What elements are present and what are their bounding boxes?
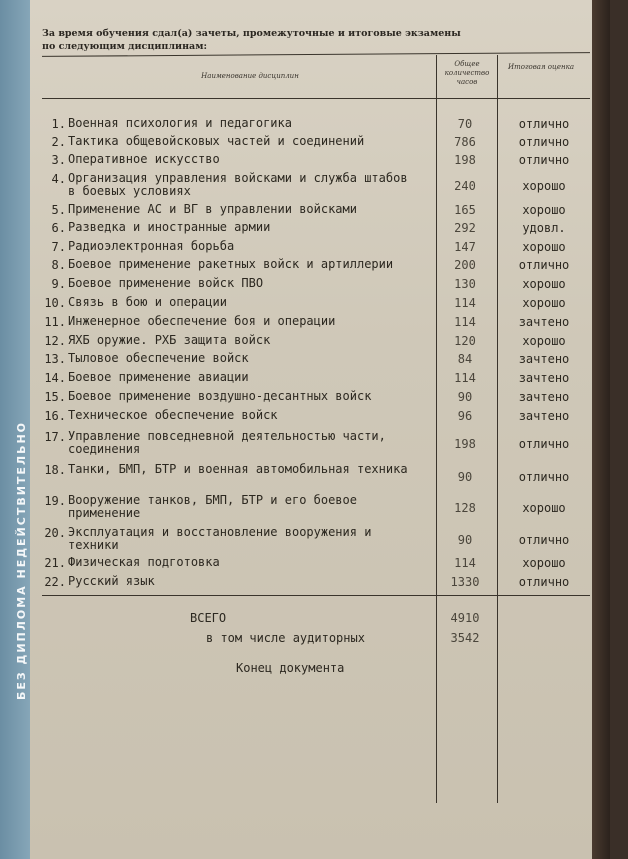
row-number: 1. xyxy=(51,117,66,131)
discipline-name: Инженерное обеспечение боя и операции xyxy=(68,314,336,328)
total-hours: 4910 xyxy=(450,611,480,625)
row-number: 11. xyxy=(44,315,66,329)
discipline-name: ЯХБ оружие. РХБ защита войск xyxy=(68,333,271,347)
discipline-grade: зачтено xyxy=(518,390,570,404)
row-number: 18. xyxy=(44,463,66,477)
discipline-grade: отлично xyxy=(518,135,570,149)
total-label: ВСЕГО xyxy=(190,611,227,625)
discipline-name: Тактика общевойсковых частей и соединений xyxy=(68,134,365,148)
discipline-grade: хорошо xyxy=(522,501,566,515)
discipline-hours: 70 xyxy=(457,117,473,131)
row-number: 17. xyxy=(44,430,66,444)
discipline-grade: хорошо xyxy=(522,240,566,254)
discipline-hours: 114 xyxy=(454,296,476,310)
row-number: 15. xyxy=(44,390,66,404)
discipline-grade: хорошо xyxy=(522,179,566,193)
discipline-hours: 128 xyxy=(454,501,476,515)
discipline-name: Боевое применение воздушно-десантных войск xyxy=(68,389,372,403)
discipline-grade: хорошо xyxy=(522,277,566,291)
discipline-grade: хорошо xyxy=(522,203,566,217)
auditory-label: в том числе аудиторных xyxy=(206,631,365,645)
discipline-hours: 120 xyxy=(454,334,476,348)
spine-strip xyxy=(0,0,30,859)
discipline-grade: хорошо xyxy=(522,334,566,348)
table-header-border xyxy=(42,98,590,99)
discipline-name: Управление повседневной деятельностью части, соединения xyxy=(68,429,386,456)
discipline-name: Связь в бою и операции xyxy=(68,295,227,309)
row-number: 8. xyxy=(51,258,66,272)
row-number: 12. xyxy=(44,334,66,348)
discipline-grade: зачтено xyxy=(518,409,570,423)
discipline-hours: 90 xyxy=(457,533,473,547)
discipline-name: Радиоэлектронная борьба xyxy=(68,239,235,253)
column-header-hours: Общее количество часов xyxy=(444,60,490,86)
discipline-hours: 114 xyxy=(454,315,476,329)
discipline-name: Танки, БМП, БТР и военная автомобильная техника xyxy=(68,462,408,476)
discipline-hours: 90 xyxy=(457,390,473,404)
discipline-hours: 84 xyxy=(457,352,473,366)
discipline-name: Боевое применение войск ПВО xyxy=(68,276,264,290)
auditory-hours: 3542 xyxy=(450,631,480,645)
row-number: 20. xyxy=(44,526,66,540)
discipline-hours: 198 xyxy=(454,437,476,451)
discipline-hours: 90 xyxy=(457,470,473,484)
table-top-border xyxy=(42,52,590,57)
intro-line-2: по следующим дисциплинам: xyxy=(42,41,207,52)
spine-label: БЕЗ ДИПЛОМА НЕДЕЙСТВИТЕЛЬНО xyxy=(15,420,28,700)
row-number: 4. xyxy=(51,172,66,186)
discipline-grade: отлично xyxy=(518,533,570,547)
page-edge xyxy=(592,0,610,859)
discipline-name: Разведка и иностранные армии xyxy=(68,220,271,234)
discipline-grade: зачтено xyxy=(518,371,570,385)
discipline-grade: удовл. xyxy=(522,221,566,235)
discipline-hours: 292 xyxy=(454,221,476,235)
table-total-border xyxy=(42,595,590,596)
discipline-name: Организация управления войсками и служба штабов в боевых условиях xyxy=(68,171,408,198)
row-number: 7. xyxy=(51,240,66,254)
row-number: 6. xyxy=(51,221,66,235)
discipline-grade: хорошо xyxy=(522,556,566,570)
discipline-name: Боевое применение ракетных войск и артиллерии xyxy=(68,257,394,271)
row-number: 16. xyxy=(44,409,66,423)
discipline-hours: 240 xyxy=(454,179,476,193)
discipline-hours: 147 xyxy=(454,240,476,254)
intro-line-1: За время обучения сдал(а) зачеты, промежуточные и итоговые экзамены xyxy=(42,28,461,39)
discipline-hours: 1330 xyxy=(450,575,480,589)
discipline-name: Оперативное искусство xyxy=(68,152,220,166)
discipline-grade: отлично xyxy=(518,470,570,484)
discipline-hours: 114 xyxy=(454,556,476,570)
discipline-hours: 786 xyxy=(454,135,476,149)
discipline-grade: отлично xyxy=(518,153,570,167)
column-divider-1 xyxy=(436,55,437,803)
discipline-grade: зачтено xyxy=(518,352,570,366)
discipline-hours: 130 xyxy=(454,277,476,291)
row-number: 2. xyxy=(51,135,66,149)
discipline-grade: отлично xyxy=(518,575,570,589)
row-number: 22. xyxy=(44,575,66,589)
row-number: 5. xyxy=(51,203,66,217)
discipline-name: Тыловое обеспечение войск xyxy=(68,351,249,365)
discipline-name: Физическая подготовка xyxy=(68,555,220,569)
row-number: 10. xyxy=(44,296,66,310)
discipline-grade: зачтено xyxy=(518,315,570,329)
discipline-hours: 114 xyxy=(454,371,476,385)
discipline-hours: 198 xyxy=(454,153,476,167)
discipline-hours: 200 xyxy=(454,258,476,272)
discipline-name: Эксплуатация и восстановление вооружения и техники xyxy=(68,525,372,552)
discipline-hours: 96 xyxy=(457,409,473,423)
column-divider-2 xyxy=(497,55,498,803)
end-of-document: Конец документа xyxy=(236,661,345,675)
row-number: 13. xyxy=(44,352,66,366)
discipline-grade: отлично xyxy=(518,437,570,451)
column-header-grade: Итоговая оценка xyxy=(507,63,575,71)
row-number: 21. xyxy=(44,556,66,570)
row-number: 9. xyxy=(51,277,66,291)
row-number: 19. xyxy=(44,494,66,508)
discipline-name: Военная психология и педагогика xyxy=(68,116,292,130)
column-header-discipline: Наименование дисциплин xyxy=(201,72,299,80)
discipline-hours: 165 xyxy=(454,203,476,217)
discipline-name: Боевое применение авиации xyxy=(68,370,249,384)
row-number: 14. xyxy=(44,371,66,385)
discipline-name: Техническое обеспечение войск xyxy=(68,408,278,422)
discipline-name: Применение АС и ВГ в управлении войсками xyxy=(68,202,357,216)
discipline-grade: отлично xyxy=(518,117,570,131)
discipline-name: Вооружение танков, БМП, БТР и его боевое применение xyxy=(68,493,357,520)
discipline-name: Русский язык xyxy=(68,574,155,588)
discipline-grade: отлично xyxy=(518,258,570,272)
row-number: 3. xyxy=(51,153,66,167)
discipline-grade: хорошо xyxy=(522,296,566,310)
